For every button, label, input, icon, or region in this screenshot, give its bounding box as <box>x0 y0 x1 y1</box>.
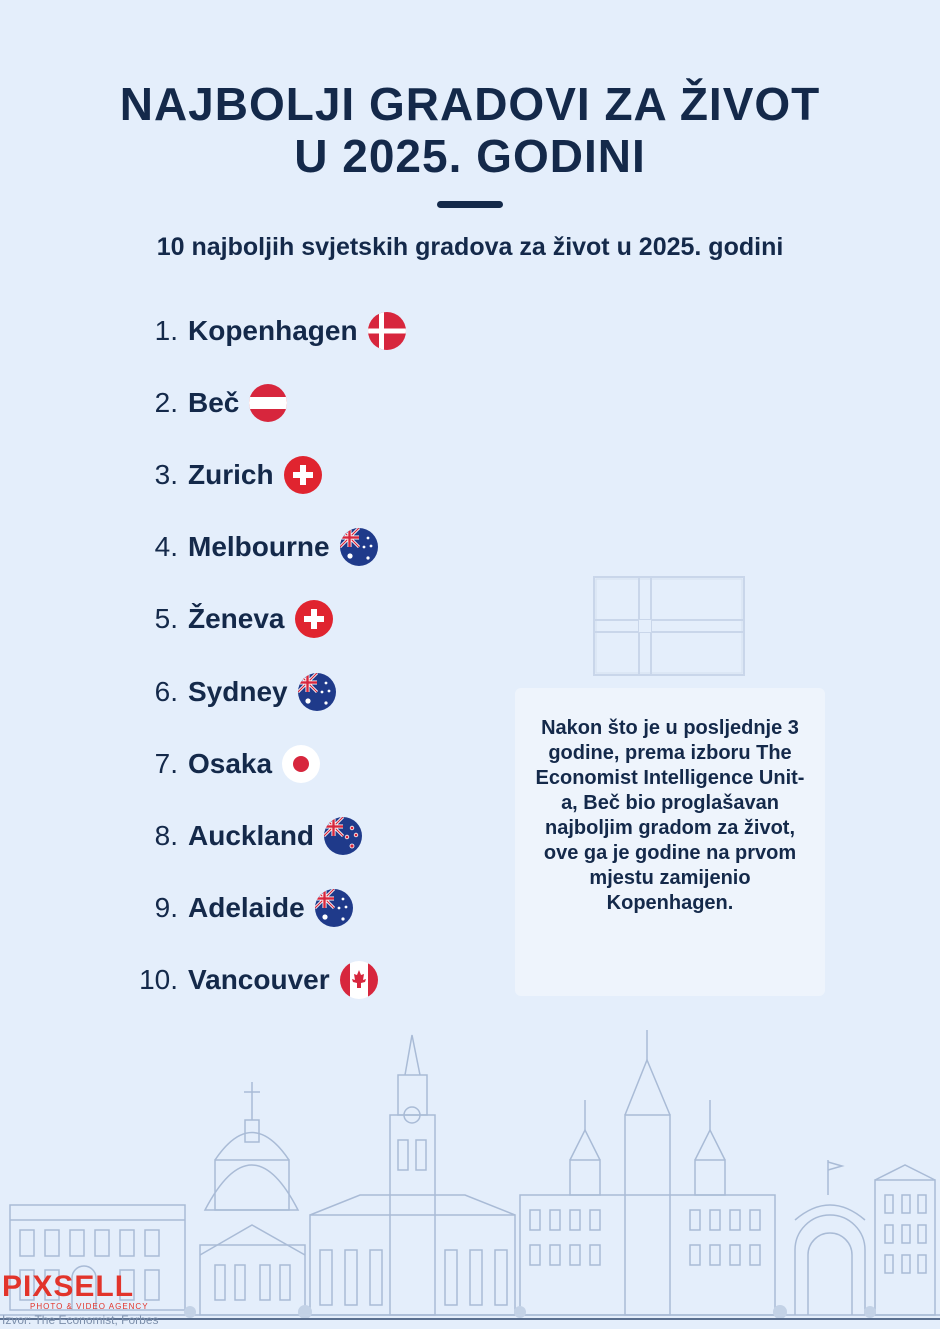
city-name: Auckland <box>188 820 315 851</box>
list-item <box>0 670 336 714</box>
list-item <box>0 525 378 569</box>
rank-number: 1. <box>154 315 178 346</box>
rank-number: 10. <box>139 964 178 995</box>
city-name: Beč <box>188 387 240 418</box>
list-item <box>0 886 353 930</box>
rank-number: 2. <box>154 387 178 418</box>
new-zealand-flag-icon <box>324 817 362 855</box>
list-item <box>0 742 320 786</box>
city-name: Ženeva <box>188 603 285 634</box>
switzerland-flag-icon <box>295 600 333 638</box>
pixsell-logo: PIXSELL <box>2 1270 135 1303</box>
title-divider <box>437 201 503 208</box>
list-item <box>0 814 362 858</box>
denmark-flag-icon <box>368 312 406 350</box>
list-item <box>0 597 333 641</box>
title-line-1: NAJBOLJI GRADOVI ZA ŽIVOT <box>119 78 821 130</box>
city-name: Osaka <box>188 748 273 779</box>
australia-flag-icon <box>315 889 353 927</box>
city-name: Melbourne <box>188 531 330 562</box>
city-skyline-illustration <box>0 1020 940 1320</box>
rank-number: 3. <box>154 459 178 490</box>
page-title <box>0 78 940 182</box>
city-name: Kopenhagen <box>188 315 358 346</box>
city-name: Vancouver <box>188 964 330 995</box>
rank-number: 7. <box>154 748 178 779</box>
australia-flag-icon <box>340 528 378 566</box>
rank-number: 9. <box>154 892 178 923</box>
list-item <box>0 958 378 1002</box>
australia-flag-icon <box>298 673 336 711</box>
list-item <box>0 309 406 353</box>
austria-flag-icon <box>249 384 287 422</box>
title-line-2: U 2025. GODINI <box>294 130 646 182</box>
info-text: Nakon što je u posljednje 3 godine, prema izboru The Economist Intelligence Unit-a, Beč bio proglašavan najboljim gradom za život, ove ga je godine na prvom mjestu zamijenio Kopenhagen. <box>535 717 805 914</box>
list-item <box>0 381 287 425</box>
canada-flag-icon <box>340 961 378 999</box>
info-box <box>515 688 825 996</box>
rank-number: 4. <box>154 531 178 562</box>
city-name: Sydney <box>188 676 288 707</box>
switzerland-flag-icon <box>284 456 322 494</box>
rank-number: 6. <box>154 676 178 707</box>
logo-tagline: PHOTO & VIDEO AGENCY <box>30 1302 149 1311</box>
rank-number: 8. <box>154 820 178 851</box>
japan-flag-icon <box>282 745 320 783</box>
rank-number: 5. <box>154 603 178 634</box>
subtitle: 10 najboljih svjetskih gradova za život u 2025. godini <box>156 233 784 261</box>
city-name: Zurich <box>188 459 274 490</box>
list-item <box>0 453 322 497</box>
city-name: Adelaide <box>188 892 305 923</box>
denmark-outline-flag-icon <box>593 576 745 676</box>
source-caption: Izvor: The Economist, Forbes <box>2 1313 159 1327</box>
